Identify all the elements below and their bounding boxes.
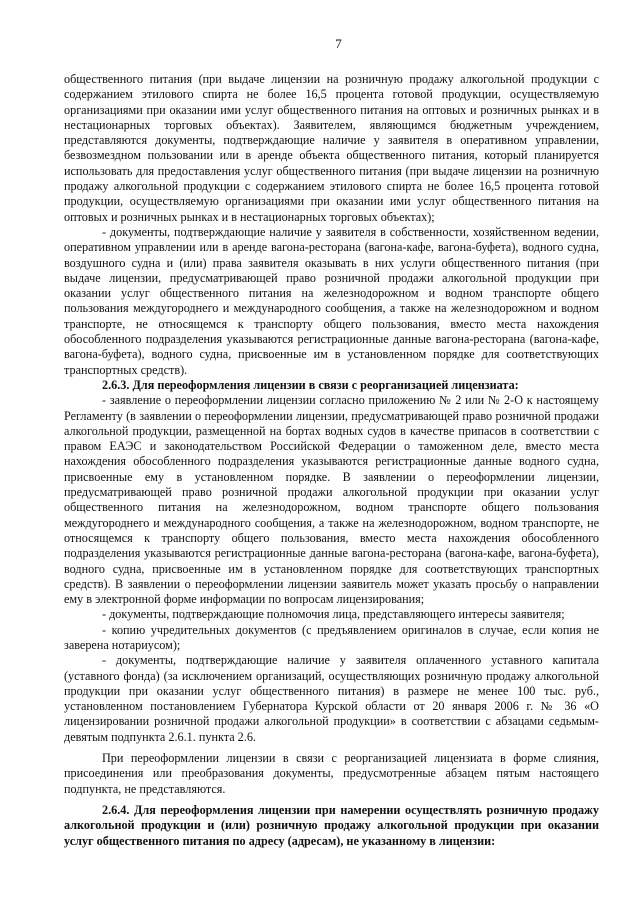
document-body	[64, 72, 599, 849]
section-heading: 2.6.4. Для переоформления лицензии при намерении осуществлять розничную продажу алкогольной продукции и (или) розничную продажу алкогольной продукции при оказании услуг общественного питания по адресу (адресам), не указанному в лицензии:	[64, 802, 599, 848]
paragraph: - документы, подтверждающие наличие у заявителя оплаченного уставного капитала (уставного фонда) (за исключением организаций, осуществляющих розничную продажу алкогольной продукции при оказании услуг общественного питания) в размере не менее 100 тыс. руб., установленном постановлением Губернатора Курской области от 20 января 2006 г. № 36 «О лицензировании розничной продажи алкогольной продукции» в соответствии с абзацами седьмым-девятым подпункта 2.6.1. пункта 2.6.	[64, 653, 599, 744]
section-heading: 2.6.3. Для переоформления лицензии в связи с реорганизацией лицензиата:	[102, 377, 519, 392]
paragraph: При переоформлении лицензии в связи с реорганизацией лицензиата в форме слияния, присоединения или преобразования документы, предусмотренные абзацем пятым настоящего подпункта, не представляются.	[64, 751, 599, 796]
paragraph: общественного питания (при выдаче лицензии на розничную продажу алкогольной продукции с содержанием этилового спирта не более 16,5 процента готовой продукции, осуществляемую организациями при оказании ими услуг общественного питания на оптовых и розничных рынках и в нестационарных торговых объектах). Заявителем, являющимся бюджетным учреждением, представляются документы, подтверждающие наличие у заявителя в оперативном управлении, безвозмездном пользовании или в аренде объекта общественного питания, который планируется использовать для предоставления услуг общественного питания (при выдаче лицензии на розничную продажу алкогольной продукции с содержанием этилового спирта не более 16,5 процента готовой продукции, осуществляемую организациями при оказании ими услуг общественного питания на оптовых и розничных рынках и в нестационарных торговых объектах);	[64, 72, 599, 224]
page-number: 7	[335, 36, 342, 51]
paragraph: - документы, подтверждающие полномочия лица, представляющего интересы заявителя;	[102, 607, 565, 622]
paragraph: - копию учредительных документов (с предъявлением оригиналов в случае, если копия не заверена нотариусом);	[64, 622, 599, 652]
paragraph: - документы, подтверждающие наличие у заявителя в собственности, хозяйственном ведении, оперативном управлении или в аренде вагона-ресторана (вагона-кафе, вагона-буфета), водного судна, воздушного судна и (или) права заявителя оказывать в них услуги общественного питания (при выдаче лицензии, предусматривающей право розничной продажи алкогольной продукции при оказании услуг общественного питания на железнодорожном и водном транспорте общего пользования междугороднего и международного сообщения, а также на железнодорожном и водном транспорте, не относящемся к транспорту общего пользования, вместо места нахождения обособленного подразделения указываются регистрационные данные вагона-ресторана (вагона-кафе, вагона-буфета), водного судна, присвоенные им в установленном порядке для соответствующих транспортных средств).	[64, 224, 599, 377]
paragraph: - заявление о переоформлении лицензии согласно приложению № 2 или № 2-О к настоящему Регламенту (в заявлении о переоформлении лицензии, предусматривающей право розничной продажи алкогольной продукции, размещенной на бортах водных судов в качестве припасов в соответствии с правом ЕАЭС и законодательством Российской Федерации о таможенном деле, вместо места нахождения обособленного подразделения указываются регистрационные данные водного судна, присвоенные ему в установленном порядке. В заявлении о переоформлении лицензии, предусматривающей право розничной продажи алкогольной продукции при оказании услуг общественного питания на железнодорожном, водном транспорте общего пользования междугороднего и международного сообщения, а также на железнодорожном, водном транспорте, не относящемся к транспорту общего пользования, вместо места нахождения обособленного подразделения указываются регистрационные данные вагона-ресторана (вагона-кафе, вагона-буфета), водного судна, присвоенные им в установленном порядке для соответствующих транспортных средств). В заявлении о переоформлении лицензии заявитель может указать просьбу о направлении ему в электронной форме информации по вопросам лицензирования;	[64, 393, 599, 607]
